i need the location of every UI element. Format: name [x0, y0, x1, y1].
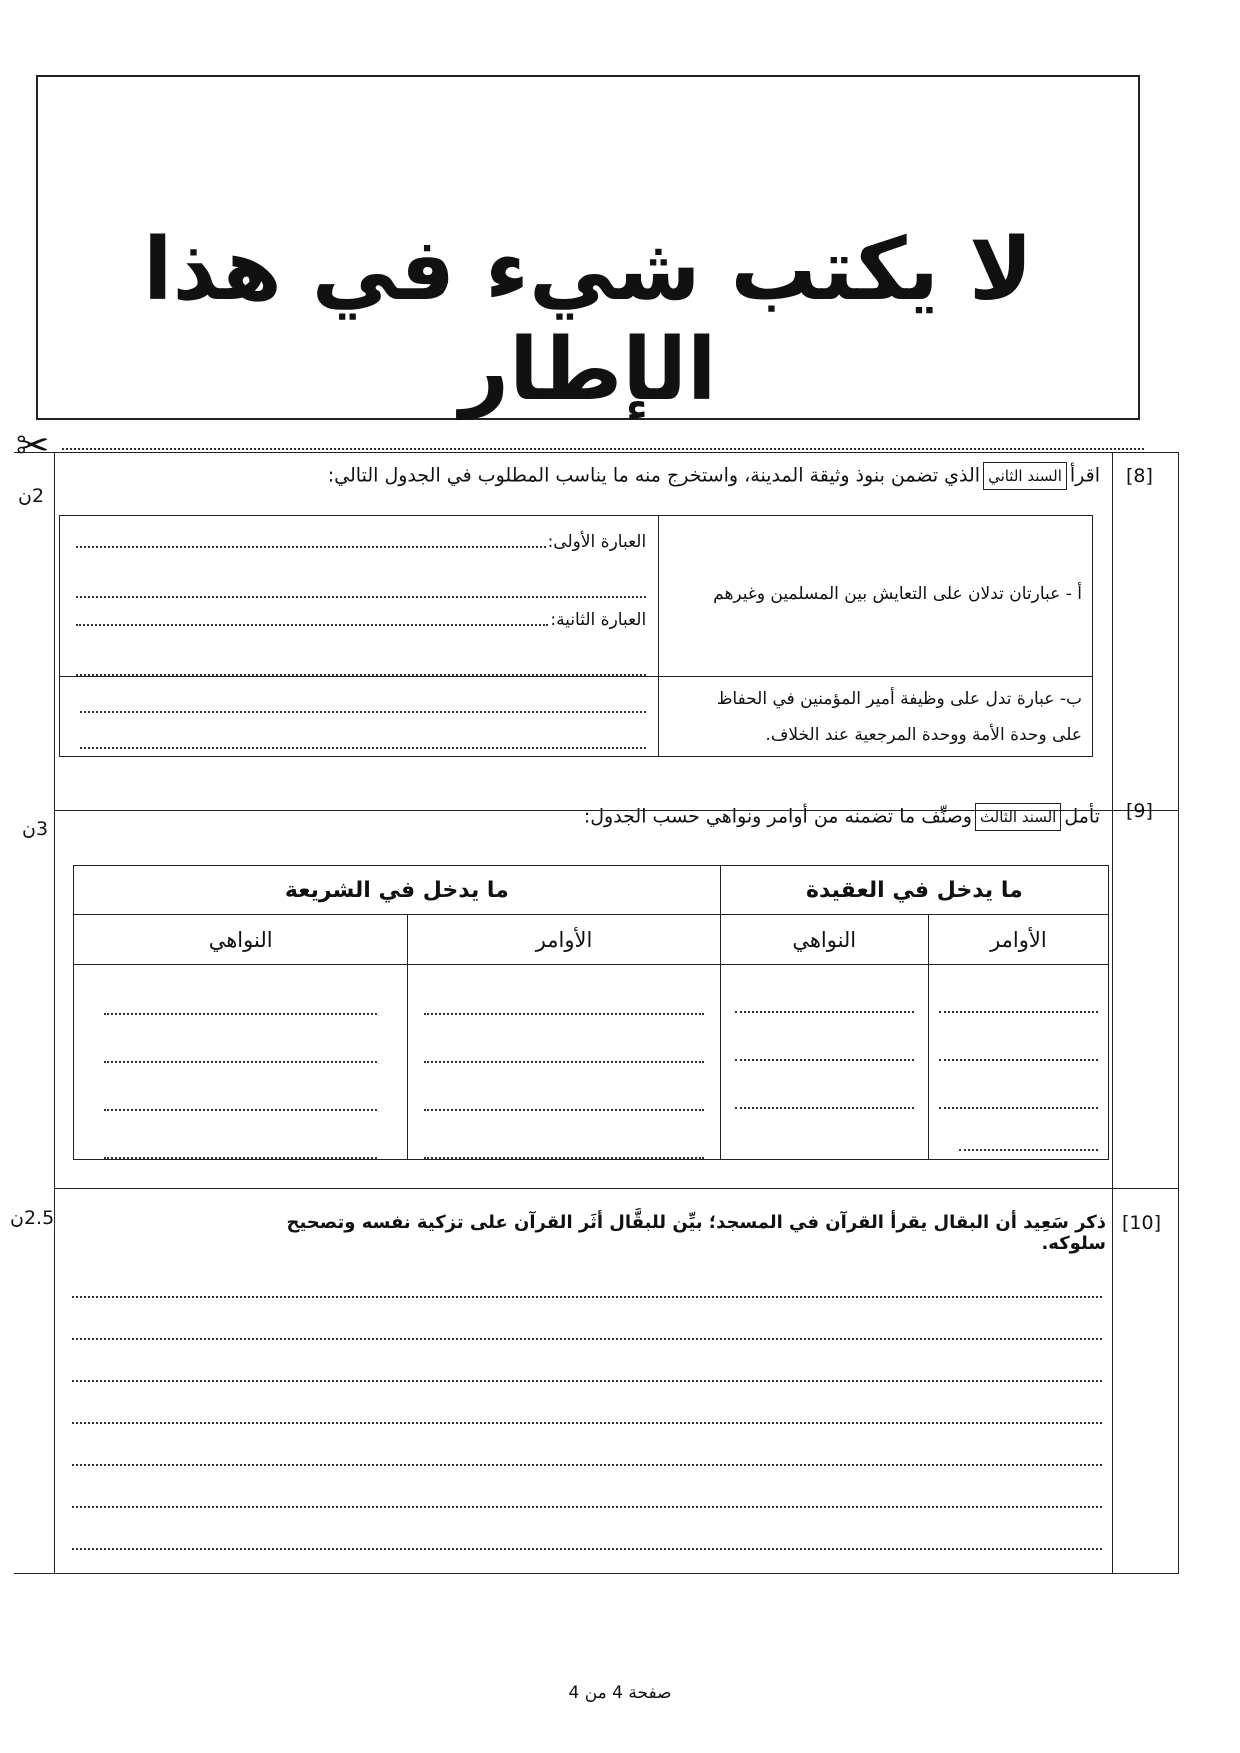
q8-second-answer-line-2[interactable]: [76, 638, 646, 676]
q9-prompt: [380, 803, 1100, 831]
q9-aqida-commands-cell: [928, 965, 1108, 1160]
grid-bottom-line: [14, 1573, 1178, 1574]
q9-points: 3ن: [22, 818, 49, 840]
q10-answer-line[interactable]: [72, 1382, 1102, 1424]
q10-number: [10]: [1122, 1212, 1162, 1234]
q8-table: [59, 515, 1093, 757]
q8-row-b-answer-line-1[interactable]: [80, 677, 646, 713]
q8-row-b-answer-line-2[interactable]: [80, 713, 646, 749]
q9-text-before: تأمل: [1064, 805, 1100, 828]
q8-row-a-prompt: أ - عبارتان تدلان على التعايش بين المسلمين وغيرهم: [713, 584, 1082, 604]
number-column-divider: [1112, 452, 1113, 1574]
q8-text-before: اقرأ: [1069, 464, 1100, 487]
q10-answer-area: [72, 1256, 1102, 1550]
grid-top-line: [14, 452, 1178, 453]
q9-aqida-prohibitions-header: النواهي: [720, 915, 928, 965]
q10-answer-line[interactable]: [72, 1256, 1102, 1298]
q10-points: 2.5ن: [10, 1207, 55, 1229]
q8-prompt: [300, 462, 1100, 490]
q8-row-b-prompt-line1: ب- عبارة تدل على وظيفة أمير المؤمنين في الحفاظ: [716, 689, 1082, 709]
q9-subheader-row: [74, 915, 1109, 965]
q9-answer-line[interactable]: [939, 973, 1098, 1013]
q8-text-after: الذي تضمن بنوذ وثيقة المدينة، واستخرج منه ما يناسب المطلوب في الجدول التالي:: [327, 464, 981, 487]
q8-row-a-prompt-cell: [659, 516, 1093, 677]
q8-second-answer-line[interactable]: [76, 602, 548, 626]
no-write-notice: لا يكتب شيء في هذا الإطار: [143, 220, 1033, 420]
q9-answer-line[interactable]: [424, 1111, 703, 1159]
q8-row-b: [60, 677, 1093, 757]
q8-first-answer-line-2[interactable]: [76, 560, 646, 598]
q9-answer-line[interactable]: [424, 973, 703, 1015]
q9-answer-line[interactable]: [735, 1013, 914, 1061]
q8-row-b-prompt-line2: على وحدة الأمة ووحدة المرجعية عند الخلاف.: [765, 725, 1082, 745]
q8-row-b-answer-cell: [60, 677, 659, 757]
q9-sharia-header: ما يدخل في الشريعة: [74, 866, 721, 915]
q9-header-row: [74, 866, 1109, 915]
q9-answer-line[interactable]: [424, 1063, 703, 1111]
q10-answer-line[interactable]: [72, 1508, 1102, 1550]
scissors-icon: ✂: [16, 423, 50, 469]
q9-doc-tag: السند الثالث: [975, 803, 1061, 831]
q9-number: [9]: [1126, 800, 1153, 822]
q9-answer-line[interactable]: [104, 973, 377, 1015]
right-border-line: [1178, 452, 1179, 1574]
page-number: صفحة 4 من 4: [568, 1683, 672, 1703]
q8-first-label: العبارة الأولى:: [547, 532, 647, 552]
q9-answer-line[interactable]: [939, 1061, 1098, 1109]
q9-sharia-commands-cell: [408, 965, 720, 1160]
q9-answer-line[interactable]: [104, 1015, 377, 1063]
q8-first-phrase-line: [76, 524, 646, 560]
q8-points: 2ن: [18, 485, 45, 507]
q10-prompt: ذكر سَعِيد أن البقال يقرأ القرآن في المسجد؛ بيِّن للبقَّال أثَر القرآن على تزكية نفسه وتصحيح سلوكه.: [286, 1212, 1106, 1254]
q8-second-label: العبارة الثانية:: [550, 610, 647, 630]
q10-answer-line[interactable]: [72, 1424, 1102, 1466]
q8-row-a: [60, 516, 1093, 677]
q8-doc-tag: السند الثاني: [983, 462, 1067, 490]
q9-answer-line[interactable]: [939, 1013, 1098, 1061]
q8-first-answer-line[interactable]: [76, 524, 546, 548]
q9-answer-row: [74, 965, 1109, 1160]
q9-sharia-commands-header: الأوامر: [408, 915, 720, 965]
q8-row-b-prompt-cell: [659, 677, 1093, 757]
q10-answer-line[interactable]: [72, 1340, 1102, 1382]
q9-answer-line[interactable]: [735, 1061, 914, 1109]
q8-second-phrase-line: [76, 602, 646, 638]
points-column-divider: [54, 452, 55, 1574]
q9-aqida-header: ما يدخل في العقيدة: [720, 866, 1108, 915]
q9-table: [73, 865, 1109, 1160]
q9-answer-line[interactable]: [424, 1015, 703, 1063]
q9-text-after: وصنِّف ما تضمنه من أوامر ونواهي حسب الجدول:: [583, 805, 972, 828]
q9-aqida-prohibitions-cell: [720, 965, 928, 1160]
q10-answer-line[interactable]: [72, 1466, 1102, 1508]
q8-number: [8]: [1126, 465, 1153, 487]
q10-answer-line[interactable]: [72, 1298, 1102, 1340]
q9-answer-line[interactable]: [959, 1109, 1098, 1151]
q9-answer-line[interactable]: [104, 1111, 377, 1159]
q9-answer-line[interactable]: [104, 1063, 377, 1111]
q9-sharia-prohibitions-cell: [74, 965, 408, 1160]
q9-sharia-prohibitions-header: النواهي: [74, 915, 408, 965]
q8-row-a-answer-cell: [60, 516, 659, 677]
q9-q10-divider: [54, 1188, 1178, 1189]
q9-answer-line[interactable]: [735, 973, 914, 1013]
q9-aqida-commands-header: الأوامر: [928, 915, 1108, 965]
cut-line: [62, 448, 1144, 450]
